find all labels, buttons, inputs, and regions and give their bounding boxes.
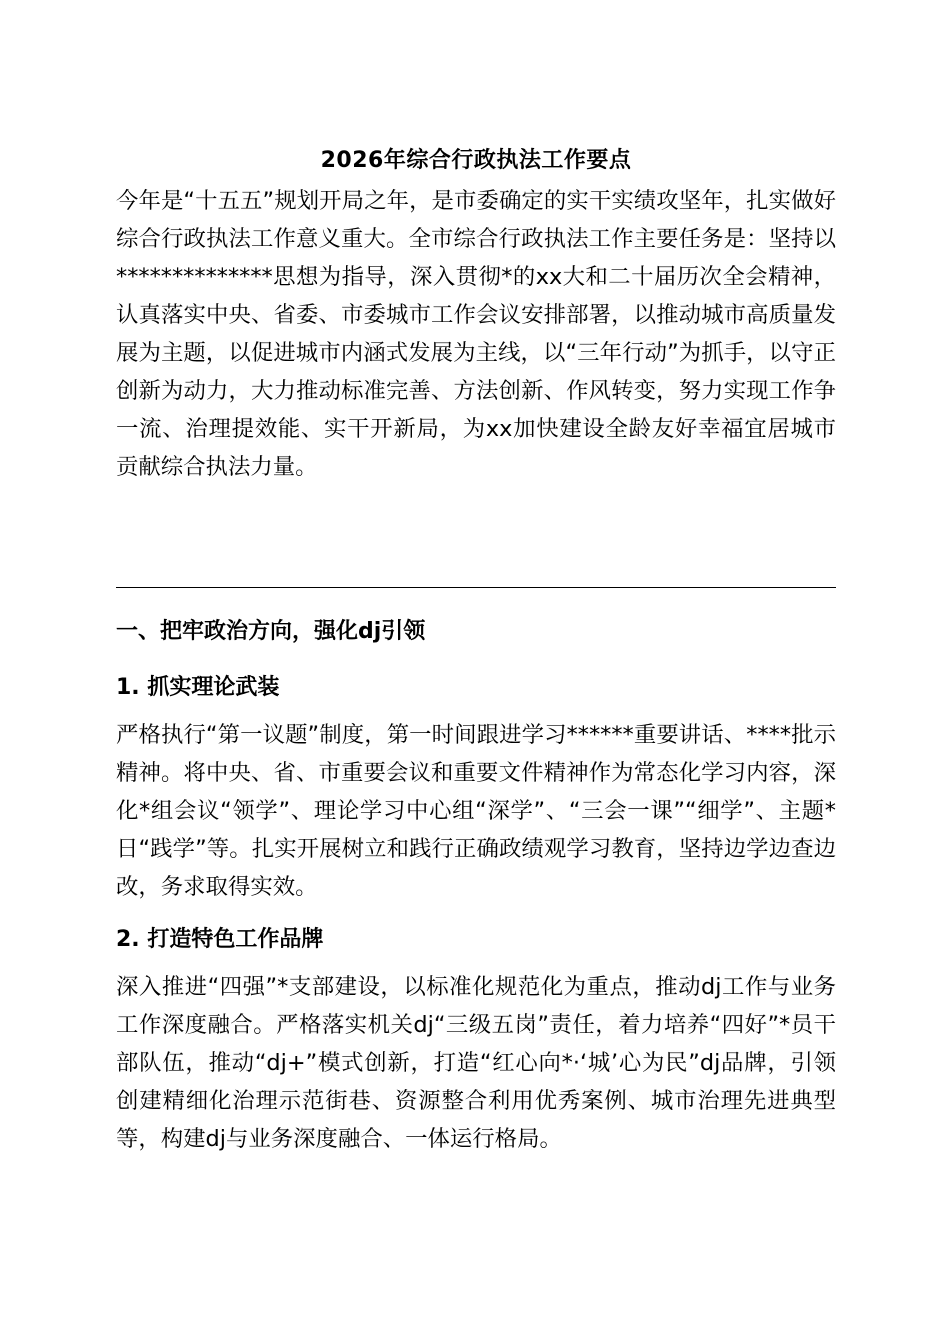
- item-1-body: 严格执行“第一议题”制度，第一时间跟进学习******重要讲话、****批示精神。将中央、省、市重要会议和重要文件精神作为常态化学习内容，深化*组会议“领学”、理论学习中心组“深学”、“三会一课”“细学”、主题*日“践学”等。扎实开展树立和践行正确政绩观学习教育，坚持边学边查边改，务求取得实效。: [116, 722, 836, 900]
- item-1-heading: 1. 抓实理论武装: [116, 675, 280, 700]
- item-2-heading: 2. 打造特色工作品牌: [116, 927, 324, 952]
- section-divider: [116, 587, 836, 588]
- document-title: 2026年综合行政执法工作要点: [320, 148, 632, 173]
- intro-paragraph: 今年是“十五五”规划开局之年，是市委确定的实干实绩攻坚年，扎实做好综合行政执法工作意义重大。全市综合行政执法工作主要任务是：坚持以**************思想为指导，深入贯彻*的xx大和二十届历次全会精神，认真落实中央、省委、市委城市工作会议安排部署，以推动城市高质量发展为主题，以促进城市内涵式发展为主线，以“三年行动”为抓手，以守正创新为动力，大力推动标准完善、方法创新、作风转变，努力实现工作争一流、治理提效能、实干开新局，为xx加快建设全龄友好幸福宜居城市贡献综合执法力量。: [116, 188, 836, 480]
- section-heading: 一、把牢政治方向，强化dj引领: [116, 619, 426, 644]
- document-page: [116, 140, 836, 486]
- item-2-body: 深入推进“四强”*支部建设，以标准化规范化为重点，推动dj工作与业务工作深度融合。严格落实机关dj“三级五岗”责任，着力培养“四好”*员干部队伍，推动“dj+”模式创新，打造“红心向*·‘城’心为民”dj品牌，引领创建精细化治理示范街巷、资源整合利用优秀案例、城市治理先进典型等，构建dj与业务深度融合、一体运行格局。: [116, 974, 836, 1152]
- section-1: [116, 612, 836, 1158]
- spacer: [116, 906, 836, 920]
